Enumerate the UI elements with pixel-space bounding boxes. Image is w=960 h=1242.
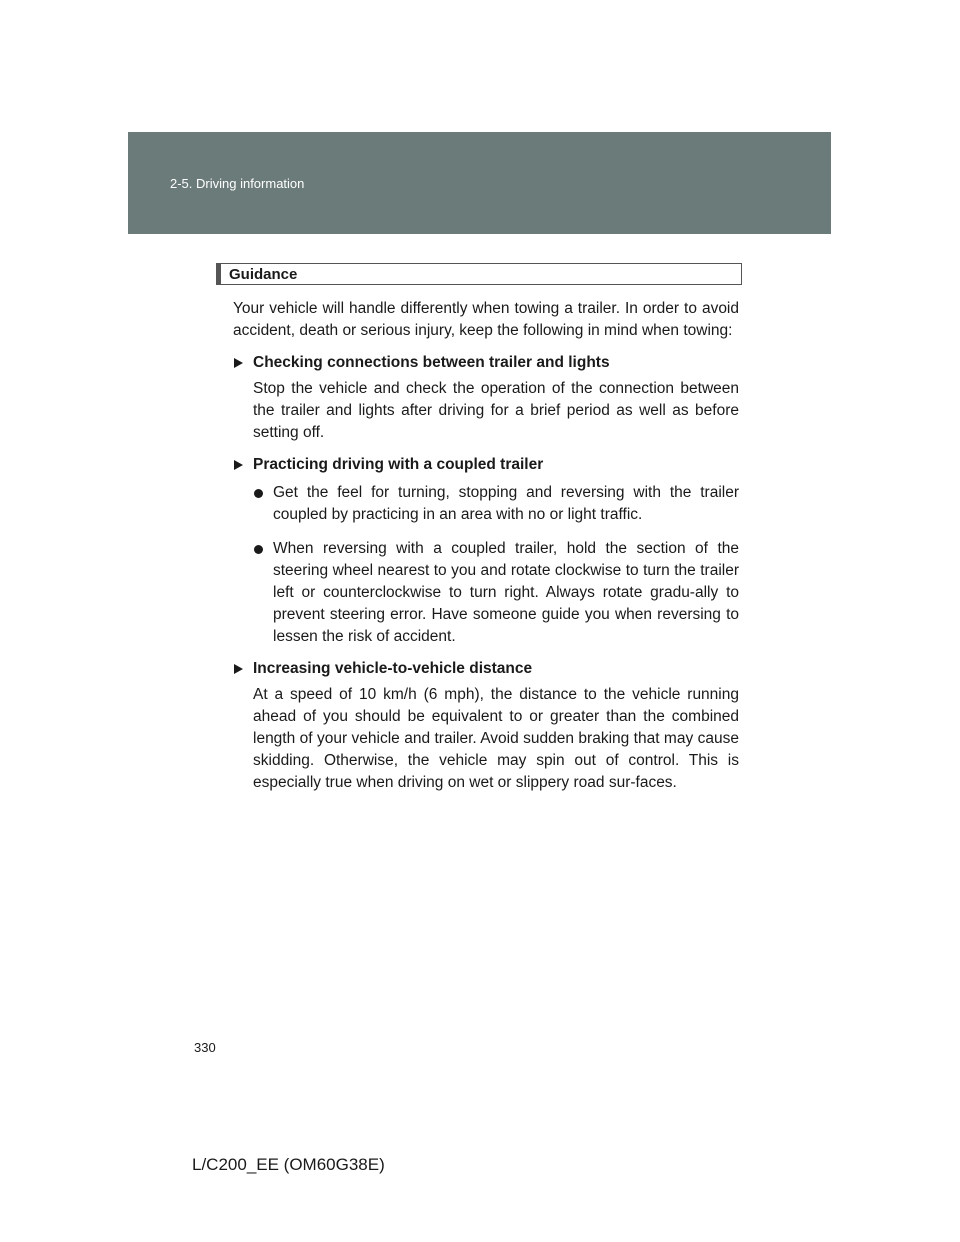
page-number: 330 xyxy=(194,1040,216,1055)
item-heading xyxy=(233,454,739,476)
bullet-point xyxy=(233,482,739,526)
section-title-box xyxy=(216,263,742,285)
triangle-bullet-icon xyxy=(234,358,243,368)
item-practicing xyxy=(233,454,739,648)
content-body xyxy=(233,298,739,794)
bullet-point xyxy=(233,538,739,648)
item-title: Practicing driving with a coupled trailer xyxy=(253,456,544,473)
dot-bullet-icon xyxy=(254,545,263,554)
triangle-bullet-icon xyxy=(234,664,243,674)
item-heading xyxy=(233,352,739,374)
item-text: At a speed of 10 km/h (6 mph), the distance to the vehicle running ahead of you should be equivalent to or greater than the combined length of your vehicle and trailer. Avoid sudden braking that may cause skidding. Otherwise, the vehicle may spin out of control. This is especially true when driving on wet or slippery road sur-faces. xyxy=(253,686,739,791)
dot-bullet-icon xyxy=(254,489,263,498)
item-text: Stop the vehicle and check the operation of the connection between the trailer and lights after driving for a brief period as well as before setting off. xyxy=(253,380,739,441)
title-accent-bar xyxy=(217,264,221,284)
section-title: Guidance xyxy=(229,266,298,283)
footer-code: L/C200_EE (OM60G38E) xyxy=(192,1155,385,1174)
section-breadcrumb: 2-5. Driving information xyxy=(170,176,305,191)
item-title: Checking connections between trailer and lights xyxy=(253,354,610,371)
header-bar xyxy=(128,132,831,234)
item-distance xyxy=(233,658,739,794)
item-title: Increasing vehicle-to-vehicle distance xyxy=(253,660,533,677)
triangle-bullet-icon xyxy=(234,460,243,470)
bullet-text: When reversing with a coupled trailer, hold the section of the steering wheel nearest to you and rotate clockwise to turn the trailer left or counterclockwise to turn right. Always rotate gradu-ally to prevent steering error. Have someone guide you when reversing to lessen the risk of accident. xyxy=(273,540,739,645)
item-heading xyxy=(233,658,739,680)
intro-paragraph: Your vehicle will handle differently when towing a trailer. In order to avoid accident, death or serious injury, keep the following in mind when towing: xyxy=(233,300,739,339)
bullet-text: Get the feel for turning, stopping and reversing with the trailer coupled by practicing in an area with no or light traffic. xyxy=(273,484,739,523)
item-connections xyxy=(233,352,739,444)
